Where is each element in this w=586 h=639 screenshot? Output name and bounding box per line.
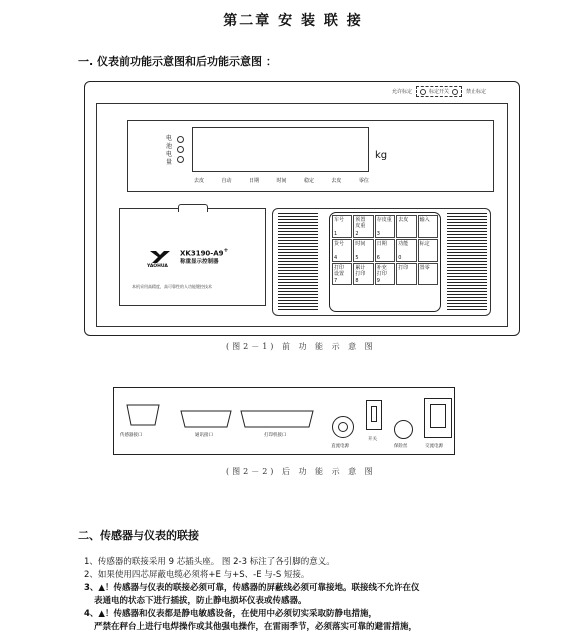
key-label: 预置 皮重 (355, 217, 366, 229)
key-number: 1 (334, 230, 338, 237)
keypad-key[interactable] (396, 263, 416, 286)
list-item: 4、▲！传感器和仪表都是静电敏感设备，在使用中必须切实采取防静电措施， (84, 609, 377, 619)
allow-calib-label: 允许标定 (392, 89, 413, 95)
key-label: 标定 (419, 240, 430, 247)
key-number: 6 (376, 254, 380, 261)
calib-switch-box (416, 86, 462, 97)
key-number: 9 (376, 278, 380, 285)
key-label: 时间 (355, 240, 366, 247)
calib-switch-label: 标定开关 (429, 89, 450, 95)
key-number: 2 (355, 230, 359, 237)
calib-screw-icon (420, 89, 426, 95)
chapter-title: 第二章 安 装 联 接 (223, 13, 363, 29)
list-item: 严禁在秤台上进行电焊操作或其他强电操作，在雷雨季节，必须落实可靠的避雷措施， (94, 622, 418, 632)
fuse-icon (394, 420, 413, 439)
forbid-calib-label: 禁止标定 (466, 89, 487, 95)
key-label: 去皮 (398, 217, 409, 223)
key-label: 货号 (334, 240, 345, 247)
key-label: 日期 (376, 240, 387, 247)
battery-label: 电池电量 (166, 135, 173, 166)
switch-rocker-icon (371, 406, 377, 422)
keypad-key[interactable] (353, 239, 373, 262)
key-label: 补充 打印 (376, 264, 387, 277)
led-dot-icon (177, 146, 184, 153)
list-item: 2、如果使用四芯屏蔽电缆必须将+E 与+S、-E 与-S 短接。 (84, 570, 310, 580)
indicator-label: 去皮 (331, 178, 342, 184)
calib-screw-icon (452, 89, 458, 95)
keypad-key[interactable] (418, 263, 438, 286)
brand-name: YAOHUA (147, 264, 168, 269)
section-heading-sensor: 二、传感器与仪表的联接 (78, 529, 199, 542)
list-item: 1、传感器的联接采用 9 芯插头座。 图 2-3 标注了各引脚的意义。 (84, 557, 335, 567)
comm-port-label: 通讯接口 (195, 433, 213, 438)
figure-caption-rear: (图2－2) 后 功 能 示 意 图 (226, 467, 376, 476)
sensor-port-label: 传感器接口 (120, 433, 143, 438)
led-dot-icon (177, 136, 184, 143)
battery-indicators (177, 136, 184, 163)
keypad-key[interactable] (396, 215, 416, 238)
plate-tab (178, 204, 208, 212)
keypad-key[interactable] (418, 239, 438, 262)
key-label: 车号 (334, 217, 345, 223)
print-port-icon (240, 410, 314, 428)
key-label: 存皮重 (376, 217, 392, 223)
keypad-key[interactable] (375, 239, 395, 262)
brand-logo-icon (148, 250, 172, 264)
speaker-grille-left (278, 213, 318, 311)
keypad-key[interactable] (375, 215, 395, 238)
switch-label: 开关 (368, 437, 377, 442)
keypad-key[interactable] (332, 215, 352, 238)
indicator-label: 时间 (276, 178, 287, 184)
key-label: 输入 (419, 217, 430, 223)
key-number: 4 (334, 254, 338, 261)
key-label: 打印 (398, 264, 409, 271)
model-subtitle: 称重显示控制器 (180, 259, 219, 265)
ac-power-label: 交流电源 (425, 444, 443, 449)
indicator-label: 自动 (221, 178, 232, 184)
keypad (329, 212, 441, 312)
comm-port-icon (180, 410, 232, 428)
sensor-port-icon (126, 404, 160, 426)
key-label: 累计 打印 (355, 264, 366, 277)
model-number: XK3190-A9+ (180, 248, 229, 258)
keypad-key[interactable] (418, 215, 438, 238)
plate-footer: 本机采用高精度，高可靠性的人功能键控技术 (132, 284, 212, 289)
key-number: 7 (334, 278, 338, 285)
indicator-label: 零位 (358, 178, 369, 184)
instruction-list (84, 556, 534, 634)
led-dot-icon (177, 156, 184, 163)
key-label: 功能 (398, 240, 409, 247)
speaker-grille-right (447, 213, 487, 311)
list-item: 表通电的状态下进行插拔，防止静电损坏仪表或传感器。 (94, 596, 307, 606)
keypad-key[interactable] (375, 263, 395, 286)
dc-power-label: 直流电源 (331, 444, 349, 449)
keypad-key[interactable] (353, 263, 373, 286)
keypad-key[interactable] (332, 239, 352, 262)
key-number: 0 (398, 254, 402, 261)
keypad-key[interactable] (353, 215, 373, 238)
key-label: 打印 设置 (334, 264, 345, 277)
key-label: 置零 (419, 264, 430, 271)
calibration-labels (392, 86, 486, 97)
print-port-label: 打印机接口 (264, 433, 287, 438)
key-number: 3 (376, 230, 380, 237)
keypad-key[interactable] (332, 263, 352, 286)
fuse-label: 保险丝 (394, 444, 408, 449)
indicator-label: 稳定 (303, 178, 314, 184)
indicator-label: 去皮 (194, 178, 205, 184)
indicator-label: 日期 (248, 178, 259, 184)
list-item: 3、▲！传感器与仪表的联接必须可靠，传感器的屏蔽线必须可靠接地。联接线不允许在仪 (84, 583, 420, 593)
figure-caption-front: (图2－1) 前 功 能 示 意 图 (226, 342, 376, 351)
unit-label: kg (375, 150, 388, 161)
keypad-key[interactable] (396, 239, 416, 262)
dc-power-pin-icon (338, 422, 348, 432)
indicator-labels (194, 177, 369, 184)
section-heading-front-rear: 一. 仪表前功能示意图和后功能示意图 ： (78, 55, 277, 68)
weight-display (192, 127, 369, 172)
ac-socket-inner-icon (430, 404, 446, 428)
key-number: 8 (355, 278, 359, 285)
key-number: 5 (355, 254, 359, 261)
